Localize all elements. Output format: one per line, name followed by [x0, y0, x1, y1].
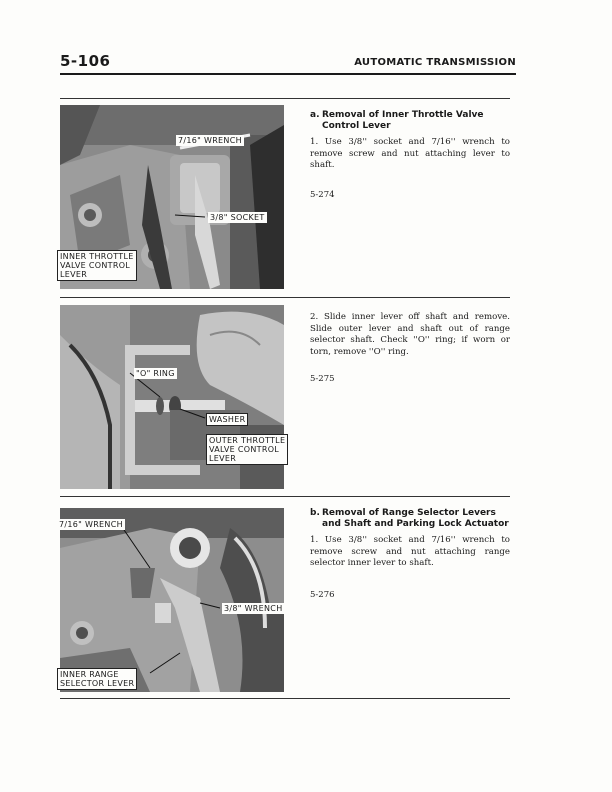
callout-3-8-wrench: 3/8" WRENCH — [224, 604, 283, 613]
figure-5-274-label: 5-274 — [310, 190, 335, 200]
callout-outer-throttle-lever — [206, 434, 288, 465]
page-number: 5-106 — [60, 52, 111, 70]
section-b-title-line1: Removal of Range Selector Levers — [322, 508, 496, 518]
section-header-title: AUTOMATIC TRANSMISSION — [354, 57, 516, 68]
section-a-letter: a. — [310, 110, 320, 120]
section-a-step-1: 1. Use 3/8'' socket and 7/16'' wrench to remove screw and nut attaching lever to shaft. — [310, 137, 510, 170]
callout-o-ring: "O" RING — [136, 369, 175, 378]
divider-1 — [60, 98, 510, 99]
section-b-step-1: 1. Use 3/8'' socket and 7/16'' wrench to remove screw and nut attaching range selector inner lever to shaft. — [310, 535, 510, 568]
callout-3-8-socket: 3/8" SOCKET — [210, 213, 265, 222]
section-b-letter: b. — [310, 508, 320, 518]
callout-line-3: LEVER — [60, 270, 88, 279]
callout-line-1: INNER RANGE — [60, 670, 119, 679]
divider-3 — [60, 496, 510, 497]
section-a-title-line1: Removal of Inner Throttle Valve — [322, 110, 484, 120]
figure-5-275-label: 5-275 — [310, 374, 335, 384]
callout-7-16-wrench: 7/16" WRENCH — [178, 136, 242, 145]
callout-line-1: INNER THROTTLE — [60, 252, 134, 261]
figure-5-276-photo — [60, 508, 284, 692]
section-a-title — [310, 110, 510, 132]
callout-line-1: OUTER THROTTLE — [209, 436, 286, 445]
divider-4 — [60, 698, 510, 699]
divider-2 — [60, 297, 510, 298]
header-rule — [60, 73, 516, 75]
section-a-step-2: 2. Slide inner lever off shaft and remove. Slide outer lever and shaft out of range selector shaft. Check ''O'' ring; if worn or torn, remove ''O'' ring. — [310, 312, 510, 357]
callout-line-3: LEVER — [209, 454, 237, 463]
callout-inner-throttle-lever — [57, 250, 137, 281]
section-b-title-line2: and Shaft and Parking Lock Actuator — [322, 519, 509, 529]
callout-washer: WASHER — [206, 413, 248, 426]
section-b-title — [310, 508, 510, 530]
figure-5-276-label: 5-276 — [310, 590, 335, 600]
callout-line-2: SELECTOR LEVER — [60, 679, 135, 688]
callout-line-2: VALVE CONTROL — [209, 445, 280, 454]
section-a-title-line2: Control Lever — [322, 121, 391, 131]
callout-7-16-wrench-2: 7/16" WRENCH — [59, 520, 123, 529]
callout-inner-range-selector-lever — [57, 668, 137, 690]
callout-line-2: VALVE CONTROL — [60, 261, 131, 270]
